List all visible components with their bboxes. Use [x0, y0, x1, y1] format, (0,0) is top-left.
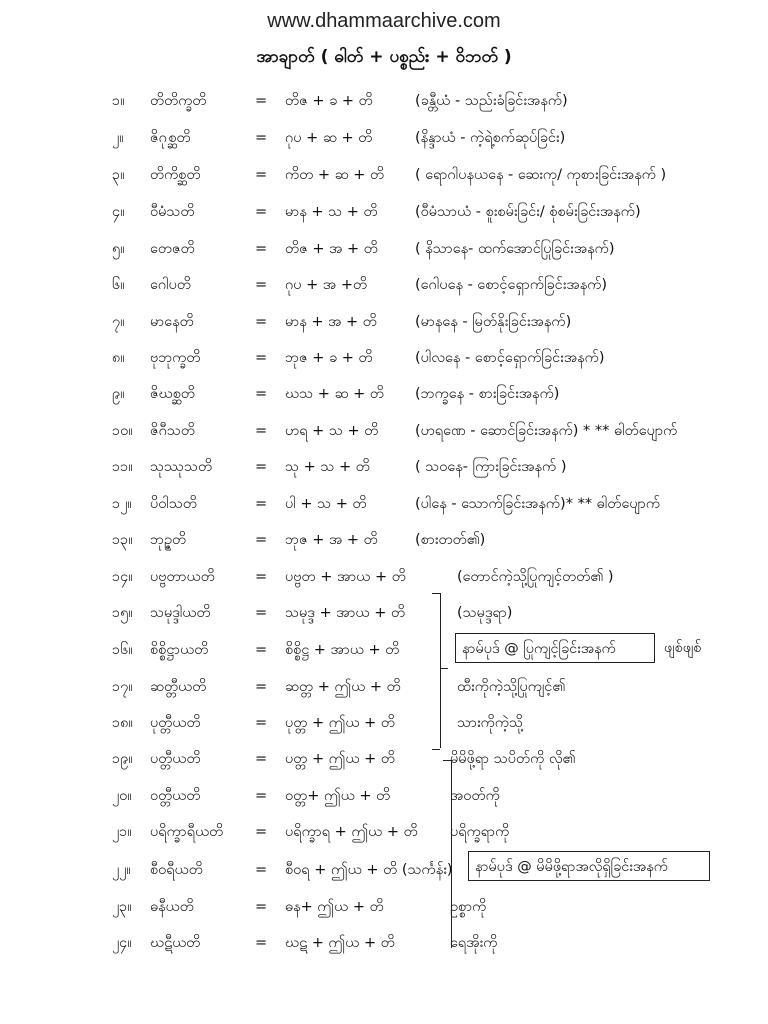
- entry-word: ဝတ္တီယတိ: [150, 788, 201, 804]
- entry-row: [0, 416, 768, 446]
- equals-sign: =: [255, 459, 268, 475]
- entry-meaning: (နိန္ဒာယံ - ကဲ့ရဲ့စက်ဆုပ်ခြင်း): [415, 130, 566, 146]
- equals-sign: =: [255, 277, 268, 293]
- entry-meaning: (ပါလနေ - စောင့်ရှောက်ခြင်းအနက်): [415, 350, 605, 366]
- entry-word: ဆတ္တီယတိ: [150, 679, 207, 695]
- equals-sign: =: [255, 167, 268, 183]
- entry-word: တေဇတိ: [150, 241, 195, 257]
- entry-row: [0, 892, 768, 922]
- entry-row: [0, 598, 768, 628]
- entry-meaning: ဥစ္စာကို: [450, 899, 487, 915]
- entry-formula: တိဇ + ခ + တိ: [285, 93, 373, 109]
- entry-meaning: (ခန္တီယံ - သည်းခံခြင်းအနက်): [415, 93, 568, 109]
- entry-number: ၁၀။: [112, 423, 133, 439]
- entry-number: ၆။: [112, 277, 125, 293]
- entry-number: ၂၁။: [112, 824, 132, 840]
- entry-row: [0, 307, 768, 337]
- entry-word: ပုတ္တီယတိ: [150, 715, 201, 731]
- entry-meaning: ( ရောဂါပနယနေ - ဆေးကု/ ကုစားခြင်းအနက် ): [415, 167, 667, 183]
- group1-side-note: ဖျစ်ဖျစ်: [664, 640, 702, 656]
- entry-row: [0, 234, 768, 264]
- entry-formula: ပဗ္ဗတ + အာယ + တိ: [285, 569, 406, 585]
- entry-number: ၁၃။: [112, 532, 133, 548]
- entry-number: ၂၂။: [112, 862, 131, 878]
- entry-number: ၃။: [112, 167, 125, 183]
- entry-formula: ဆတ္တ + ဤယ + တိ: [285, 679, 401, 695]
- equals-sign: =: [255, 642, 268, 658]
- group2-note-box: နာမ်ပုဒ် @ မိမိဖို့ရာအလိုရှိခြင်းအနက်: [468, 851, 710, 881]
- entry-meaning: ( နိသာနေ- ထက်အောင်ပြုခြင်းအနက်): [415, 241, 615, 257]
- entry-word: စီဝရီယတိ: [150, 862, 203, 878]
- entry-number: ၄။: [112, 204, 125, 220]
- entry-row: [0, 270, 768, 300]
- entry-row: [0, 525, 768, 555]
- entry-row: [0, 672, 768, 702]
- entry-number: ၁။: [112, 93, 125, 109]
- entry-number: ၂။: [112, 130, 124, 146]
- entry-formula: ဓန+ ဤယ + တိ: [285, 899, 384, 915]
- entry-formula: ဂုပ + အ +တိ: [285, 277, 368, 293]
- entry-number: ၁၇။: [112, 679, 133, 695]
- entry-word: ပဗ္ဗတာယတိ: [150, 569, 215, 585]
- equals-sign: =: [255, 824, 268, 840]
- entry-number: ၁၁။: [112, 459, 133, 475]
- entry-formula: သမုဒ္ဒ + အာယ + တိ: [285, 605, 406, 621]
- entry-row: [0, 123, 768, 153]
- entry-formula: ဂုပ + ဆ + တိ: [285, 130, 373, 146]
- entry-formula: တိဇ + အ + တိ: [285, 241, 378, 257]
- entry-number: ၂၄။: [112, 935, 132, 951]
- entry-number: ၂၀။: [112, 788, 132, 804]
- entry-formula: ဟရ + သ + တိ: [285, 423, 379, 439]
- equals-sign: =: [255, 241, 268, 257]
- entry-word: သမုဒ္ဒါယတိ: [150, 605, 211, 621]
- entry-meaning: (စားတတ်၏): [415, 532, 486, 548]
- entry-meaning: (တောင်ကဲ့သို့ပြုကျင့်တတ်၏ ): [457, 569, 614, 585]
- entry-word: ဇိဂုစ္ဆတိ: [150, 130, 191, 146]
- entry-formula: သု + သ + တိ: [285, 459, 370, 475]
- entry-meaning: (ပါနေ - သောက်ခြင်းအနက်)* ** ဓါတ်ပျောက်: [415, 496, 661, 512]
- entry-formula: ဘုဇ + အ + တိ: [285, 532, 378, 548]
- entry-formula: ပတ္တ + ဤယ + တိ: [285, 751, 396, 767]
- entry-row: [0, 744, 768, 774]
- entry-word: တိတိက္ခတိ: [150, 93, 207, 109]
- entry-word: ဃဋီယတိ: [150, 935, 201, 951]
- entry-row: [0, 379, 768, 409]
- entry-meaning: ပရိက္ခရာကို: [450, 824, 510, 840]
- entry-number: ၇။: [112, 314, 125, 330]
- equals-sign: =: [255, 899, 268, 915]
- entry-number: ၁၅။: [112, 605, 133, 621]
- entry-word: ဓနီယတိ: [150, 899, 194, 915]
- entry-meaning: (မာနနေ - မြတ်နိုးခြင်းအနက်): [415, 314, 572, 330]
- entry-formula: ဘုဇ + ခ + တိ: [285, 350, 373, 366]
- equals-sign: =: [255, 204, 268, 220]
- entry-word: ပရိက္ခာရီယတိ: [150, 824, 224, 840]
- entry-row: [0, 928, 768, 958]
- entry-formula: ပရိက္ခာရ + ဤယ + တိ: [285, 824, 418, 840]
- entry-row: [0, 817, 768, 847]
- entry-number: ၉။: [112, 386, 125, 402]
- entry-formula: မာန + သ + တိ: [285, 204, 378, 220]
- entry-row: [0, 562, 768, 592]
- entry-formula: မာန + အ + တိ: [285, 314, 377, 330]
- entry-word: ဝီမံသတိ: [150, 204, 195, 220]
- entry-formula: ကိတ + ဆ + တိ: [285, 167, 385, 183]
- entry-number: ၁၄။: [112, 569, 133, 585]
- equals-sign: =: [255, 679, 268, 695]
- entry-row: [0, 86, 768, 116]
- equals-sign: =: [255, 715, 268, 731]
- entry-formula: ဃသ + ဆ + တိ: [285, 386, 385, 402]
- entry-row: [0, 197, 768, 227]
- equals-sign: =: [255, 496, 268, 512]
- equals-sign: =: [255, 386, 268, 402]
- entry-word: ဗုဘုက္ခတိ: [150, 350, 201, 366]
- entry-number: ၂၃။: [112, 899, 132, 915]
- page-title: အာချာတ် ( ဓါတ် + ပစ္စည်း + ဝိဘတ် ): [256, 47, 512, 67]
- entry-formula: စိစ္စိဋ္ဌ + အာယ + တိ: [285, 642, 400, 658]
- equals-sign: =: [255, 93, 268, 109]
- entry-row: [0, 708, 768, 738]
- entry-word: စိစ္စိဋ္ဌာယတိ: [150, 642, 209, 658]
- equals-sign: =: [255, 569, 268, 585]
- entry-word: တိကိစ္ဆတိ: [150, 167, 201, 183]
- entry-meaning: (ဝီမံသာယံ - စူးစမ်းခြင်း/ စုံစမ်းခြင်းအနက်): [415, 204, 641, 220]
- equals-sign: =: [255, 862, 268, 878]
- entry-meaning: (ဟရဏေ - ဆောင်ခြင်းအနက်) * ** ဓါတ်ပျောက်: [415, 423, 678, 439]
- entry-formula: ဝတ္တ+ ဤယ + တိ: [285, 788, 391, 804]
- entry-meaning: ( သဝနေ- ကြားခြင်းအနက် ): [415, 459, 567, 475]
- equals-sign: =: [255, 532, 268, 548]
- entry-meaning: ရေအိုးကို: [450, 935, 498, 951]
- equals-sign: =: [255, 788, 268, 804]
- entry-formula: ဃဋ + ဤယ + တိ: [285, 935, 395, 951]
- equals-sign: =: [255, 751, 268, 767]
- equals-sign: =: [255, 605, 268, 621]
- entry-row: [0, 343, 768, 373]
- equals-sign: =: [255, 935, 268, 951]
- entry-meaning: (ဂေါပနေ - စောင့်ရှောက်ခြင်းအနက်): [415, 277, 608, 293]
- entry-row: [0, 489, 768, 519]
- group1-note-box: နာမ်ပုဒ် @ ပြုကျင့်ခြင်းအနက်: [455, 633, 655, 663]
- entry-word: ဇိဂီသတိ: [150, 423, 196, 439]
- entry-row: [0, 781, 768, 811]
- entry-number: ၁၆။: [112, 642, 133, 658]
- entry-meaning: မိမိဖို့ရာ သပိတ်ကို လို၏: [450, 751, 576, 767]
- entry-word: ပိဝါသတိ: [150, 496, 198, 512]
- group2-bracket-spine: [451, 760, 452, 948]
- entry-number: ၅။: [112, 241, 125, 257]
- entry-meaning: (ဘက္ခနေ - စားခြင်းအနက်): [415, 386, 560, 402]
- entry-formula: စီဝရ + ဤယ + တိ (သင်္ကန်း): [285, 862, 453, 878]
- entry-meaning: အဝတ်ကို: [450, 788, 500, 804]
- equals-sign: =: [255, 423, 268, 439]
- entry-meaning: (သမုဒ္ဒရာ): [457, 605, 513, 621]
- group1-bracket: [432, 593, 440, 750]
- group1-bracket-point: [440, 668, 448, 669]
- entry-number: ၁၉။: [112, 751, 133, 767]
- entry-meaning: ထီးကိုကဲ့သို့ပြုကျင့်၏: [457, 679, 566, 695]
- equals-sign: =: [255, 314, 268, 330]
- entry-word: မာနေတိ: [150, 314, 194, 330]
- entry-formula: ပုတ္တ + ဤယ + တိ: [285, 715, 396, 731]
- group1-bracket-spine: [440, 593, 441, 748]
- entry-number: ၁၈။: [112, 715, 133, 731]
- group2-bracket-top: [443, 760, 451, 761]
- entry-number: ၈။: [112, 350, 125, 366]
- entry-row: [0, 160, 768, 190]
- entry-formula: ပါ + သ + တိ: [285, 496, 367, 512]
- equals-sign: =: [255, 350, 268, 366]
- equals-sign: =: [255, 130, 268, 146]
- entry-number: ၁၂။: [112, 496, 132, 512]
- entry-word: ပတ္တီယတိ: [150, 751, 201, 767]
- entry-meaning: သားကိုကဲ့သို့: [457, 715, 524, 731]
- entry-row: [0, 452, 768, 482]
- entry-word: ဘုဥ္ဇတိ: [150, 532, 187, 548]
- entry-word: ဇိဃစ္ဆတိ: [150, 386, 196, 402]
- entry-word: သုဿုသတိ: [150, 459, 213, 475]
- site-url: www.dhammaarchive.com: [267, 10, 501, 32]
- entry-word: ဂေါပတိ: [150, 277, 192, 293]
